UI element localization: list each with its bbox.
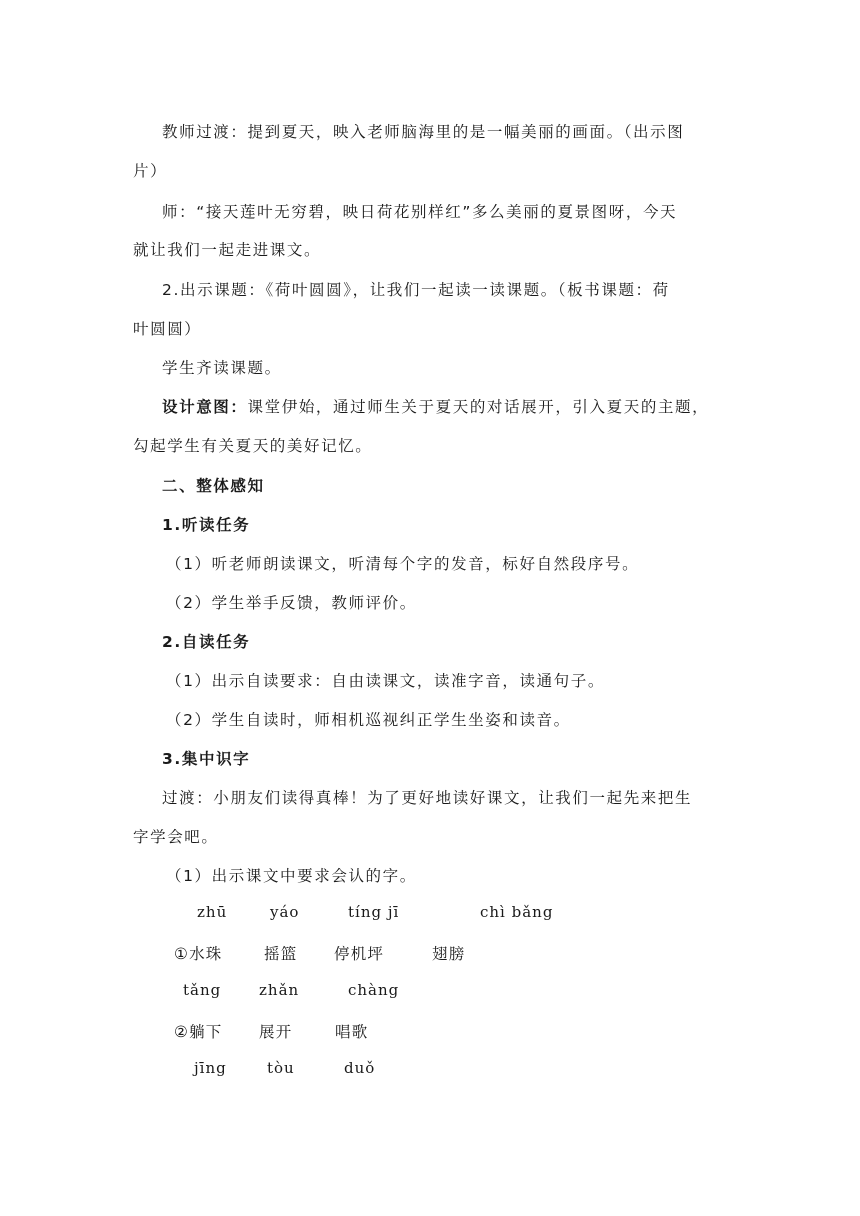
chars-zhankai: 展开	[259, 1023, 293, 1041]
paragraph-teacher-line2: 就让我们一起走进课文。	[133, 241, 322, 259]
chars-tangxia: ②躺下	[174, 1023, 223, 1041]
pinyin-yao: yáo	[270, 903, 300, 921]
paragraph-literacy-transition-line1: 过渡：小朋友们读得真棒！为了更好地读好课文，让我们一起先来把生	[162, 789, 693, 807]
pinyin-zhu: zhū	[197, 903, 228, 921]
paragraph-teacher-line1: 师：“接天莲叶无穷碧，映日荷花别样红”多么美丽的夏景图呀，今天	[162, 203, 678, 221]
subheading-literacy: 3.集中识字	[162, 750, 251, 768]
subheading-listen-task: 1.听读任务	[162, 516, 251, 534]
literacy-item-1: （1）出示课文中要求会认的字。	[166, 867, 417, 885]
section-heading-overall: 二、整体感知	[162, 477, 265, 495]
chars-shuizhu: ①水珠	[174, 945, 223, 963]
paragraph-title-line1: 2.出示课题：《荷叶圆圆》，让我们一起读一读课题。（板书课题：荷	[162, 281, 670, 299]
pinyin-tou: tòu	[267, 1059, 295, 1077]
chars-tingjiping: 停机坪	[334, 945, 385, 963]
pinyin-chang: chàng	[348, 981, 400, 999]
chars-yaolan: 摇篮	[264, 945, 298, 963]
listen-task-item-2: （2）学生举手反馈，教师评价。	[166, 594, 417, 612]
paragraph-transition-line2: 片）	[133, 162, 168, 180]
subheading-self-read-task: 2.自读任务	[162, 633, 251, 651]
paragraph-literacy-transition-line2: 字学会吧。	[133, 828, 219, 846]
self-read-item-2: （2）学生自读时，师相机巡视纠正学生坐姿和读音。	[166, 711, 571, 729]
paragraph-read-title: 学生齐读课题。	[162, 359, 282, 377]
pinyin-duo: duǒ	[344, 1059, 376, 1077]
paragraph-title-line2: 叶圆圆）	[133, 320, 202, 338]
design-intent-text: 课堂伊始，通过师生关于夏天的对话展开，引入夏天的主题，	[247, 398, 710, 416]
chars-chibang: 翅膀	[432, 945, 466, 963]
pinyin-tingji: tíng jī	[348, 903, 400, 921]
pinyin-chibang: chì bǎng	[480, 903, 554, 921]
paragraph-design-intent-line1	[162, 395, 709, 417]
pinyin-tang: tǎng	[183, 981, 222, 999]
paragraph-design-intent-line2: 勾起学生有关夏天的美好记忆。	[133, 437, 373, 455]
self-read-item-1: （1）出示自读要求：自由读课文，读准字音，读通句子。	[166, 672, 605, 690]
listen-task-item-1: （1）听老师朗读课文，听清每个字的发音，标好自然段序号。	[166, 555, 640, 573]
pinyin-jing: jīng	[194, 1059, 227, 1077]
paragraph-transition-line1: 教师过渡：提到夏天，映入老师脑海里的是一幅美丽的画面。（出示图	[162, 123, 685, 141]
chars-changge: 唱歌	[335, 1023, 369, 1041]
design-intent-label: 设计意图：	[162, 398, 248, 416]
pinyin-zhan: zhǎn	[259, 981, 300, 999]
